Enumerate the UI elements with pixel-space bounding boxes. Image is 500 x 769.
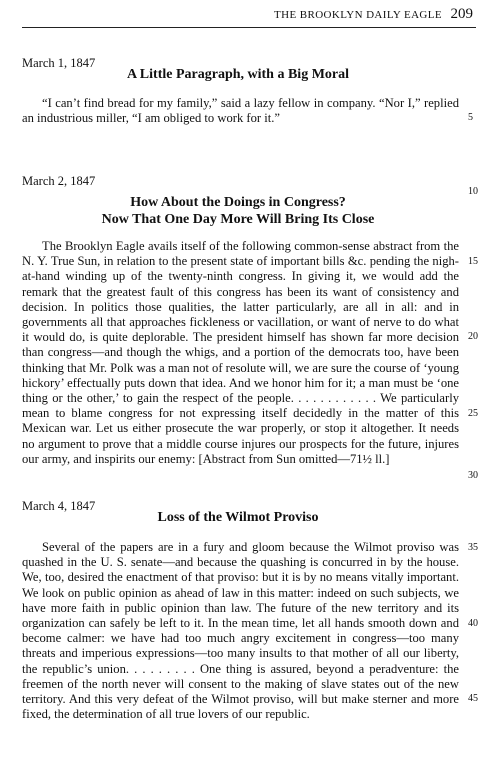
article-1-title: A Little Paragraph, with a Big Moral [126,67,350,82]
article-2-paragraph: The Brooklyn Eagle avails itself of the following common-sense abstract from the N. Y. True Sun, in relation to the present state of important bills &c. pending the nigh-at-hand winding up of the twenty-ninth congress. In giving it, we would add the remark that the greatest fault of this congress has been its want of consistency and decision. In politics those qualities, the latter particularly, are all in all: and in governments all that approaches fickleness or vacillation, or want of nerve to do what it would do, is quite deplorable. The president himself has shown far more decision than congress—and though the whigs, and a portion of the democrats too, have been thinking that Mr. Polk was a man not of resolute will, we are sure the course of ‘young hickory’ effectually puts down that idea. And we honor him for it; a man must be ‘one thing or the other,’ to gain the respect of the people. . . . . . . . . . . . We particularly mean to blame congress for not expressing itself decidedly in the matter of this Mexican war. Let us either prosecute the war properly, or stop it altogether. It needs no argument to prove that a middle course injures our prospects for the future, injures our army, and inspirits our enemy: [Abstract from Sun omitted—71½ ll.] [22,239,459,466]
running-header [0,0,500,26]
line-number: 25 [468,408,478,419]
article-3-title: Loss of the Wilmot Proviso [157,510,319,525]
article-3-body [22,540,459,722]
line-number: 45 [468,693,478,704]
line-number: 20 [468,331,478,342]
line-number: 10 [468,186,478,197]
line-number: 40 [468,618,478,629]
article-2-body [22,239,459,467]
article-2-title-line1: How About the Doings in Congress? [130,195,346,210]
line-number: 15 [468,256,478,267]
article-3-date: March 4, 1847 [22,499,96,513]
page-number: 209 [450,6,473,22]
article-1-date: March 1, 1847 [22,56,96,70]
header-rule [22,27,476,28]
line-number: 5 [468,112,473,123]
article-2-title-line2: Now That One Day More Will Bring Its Close [101,212,375,227]
article-3-paragraph: Several of the papers are in a fury and gloom because the Wilmot proviso was quashed in the U. S. senate—and because the quashing is concurred in by the house. We, too, desired the enactment of that proviso: but it is by no means vitally important. We look on public opinion as ahead of law in this matter: indeed on such subjects, we have more faith in public opinion than law. The future of the new territory and its organization can safely be left to it. In the mean time, let all hands smooth down and become calmer: we have had too much angry excitement in congress—too many threats and imperious expressions—too many insults to that mother of all our liberty, the republic’s union. . . . . . . . . One thing is assured, beyond a peradventure: the freemen of the north never will consent to the making of slave states out of the new territory. And this very defeat of the Wilmot proviso, will but make sterner and more fixed, the determination of all true lovers of our republic. [22,540,459,722]
article-1-body [22,96,459,126]
article-2-date: March 2, 1847 [22,174,96,188]
line-number: 30 [468,470,478,481]
running-title: THE BROOKLYN DAILY EAGLE [274,9,442,21]
line-number: 35 [468,542,478,553]
article-1-paragraph: “I can’t find bread for my family,” said a lazy fellow in company. “Nor I,” replied an industrious miller, “I am obliged to work for it.” [22,96,459,126]
